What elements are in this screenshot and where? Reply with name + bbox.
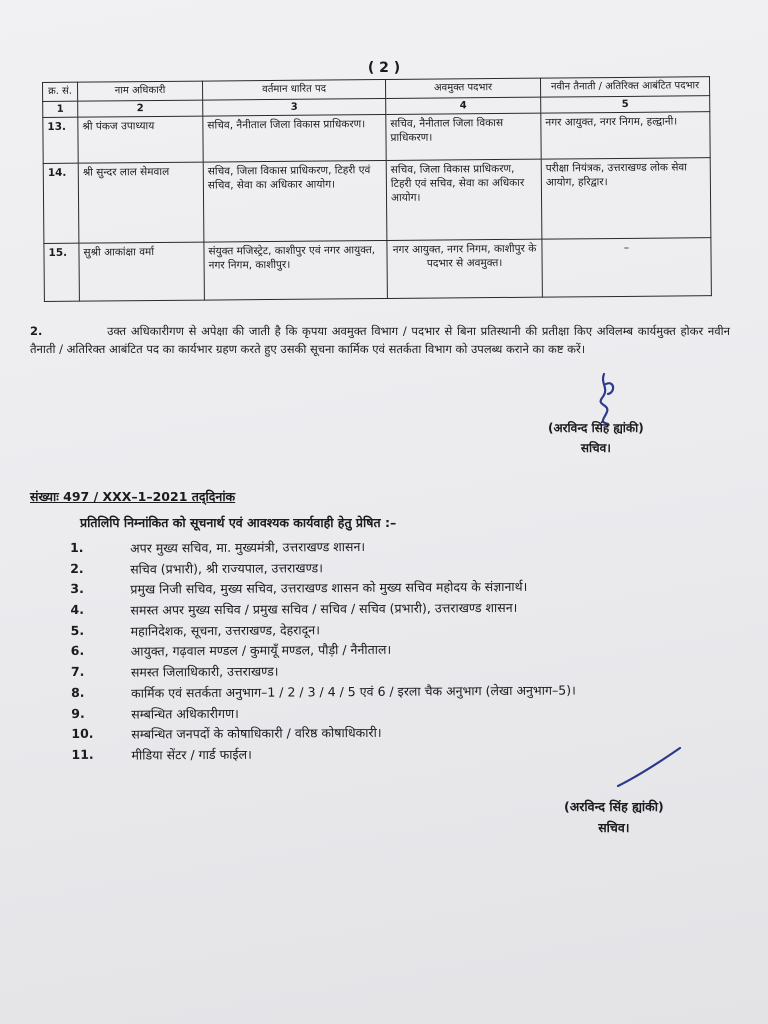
relieved-charge: नगर आयुक्त, नगर निगम, काशीपुर के पदभार से अवमुक्त। <box>387 239 543 298</box>
item-text: सचिव (प्रभारी), श्री राज्यपाल, उत्तराखण्ड। <box>130 559 323 577</box>
row-serial: 13. <box>43 117 78 163</box>
item-text: समस्त जिलाधिकारी, उत्तराखण्ड। <box>130 663 279 680</box>
row-serial: 14. <box>43 163 79 243</box>
column-number: 5 <box>541 95 710 113</box>
list-item <box>71 743 576 767</box>
item-number: 7. <box>70 664 85 680</box>
reference-number: संख्याः 497 / XXX–1–2021 तद्‌दिनांक <box>30 489 236 504</box>
row-serial: 15. <box>44 243 80 301</box>
copy-intro: प्रतिलिपि निम्नांकित को सूचनार्थ एवं आवश्यक कार्यवाही हेतु प्रेषित :– <box>80 515 397 530</box>
item-text: सम्बन्धित जनपदों के कोषाधिकारी / वरिष्ठ कोषाधिकारी। <box>131 725 382 742</box>
item-number: 1. <box>70 539 84 555</box>
officer-name: श्री पंकज उपाध्याय <box>78 116 203 163</box>
item-text: महानिदेशक, सूचना, उत्तराखण्ड, देहरादून। <box>130 622 320 639</box>
signature-block-2 <box>564 796 664 839</box>
relieved-charge: सचिव, जिला विकास प्राधिकरण, टिहरी एवं सचिव, सेवा का अधिकार आयोग। <box>386 159 542 240</box>
header-name: नाम अधिकारी <box>78 81 203 101</box>
current-post: सचिव, नैनीताल जिला विकास प्राधिकरण। <box>203 115 386 163</box>
item-text: समस्त अपर मुख्य सचिव / प्रमुख सचिव / सचिव / सचिव (प्रभारी), उत्तराखण्ड शासन। <box>130 599 518 618</box>
officer-name: सुश्री आकांक्षा वर्मा <box>79 242 205 301</box>
header-current-post: वर्तमान धारित पद <box>202 80 385 100</box>
list-item <box>70 599 575 623</box>
distribution-list <box>70 536 576 767</box>
paragraph-text: उक्त अधिकारीगण से अपेक्षा की जाती है कि कृपया अवमुक्त विभाग / पदभार से बिना प्रतिस्थानी की प्रतीक्षा किए अविलम्ब कार्यमुक्त होकर नवीन तैनाती / अतिरिक्त आबंटित पद का कार्यभार ग्रहण करते हुए उसकी सूचना कार्मिक एवं सतर्कता विभाग को उपलब्ध कराने का कष्ट करें। <box>30 324 731 357</box>
current-post: सचिव, जिला विकास प्राधिकरण, टिहरी एवं सचिव, सेवा का अधिकार आयोग। <box>203 160 387 242</box>
item-number: 4. <box>70 601 84 618</box>
item-number: 9. <box>71 705 85 721</box>
item-number: 10. <box>71 726 94 742</box>
officers-table <box>42 76 712 302</box>
relieved-charge: सचिव, नैनीताल जिला विकास प्राधिकरण। <box>386 113 541 160</box>
paragraph-2 <box>30 322 730 359</box>
signature-scribble-2 <box>614 744 684 790</box>
item-text: अपर मुख्य सचिव, मा. मुख्यमंत्री, उत्तराखण्ड शासन। <box>130 538 366 556</box>
header-relieved-charge: अवमुक्त पदभार <box>385 78 540 98</box>
page-number: ( 2 ) <box>367 60 401 76</box>
item-text: कार्मिक एवं सतर्कता अनुभाग–1 / 2 / 3 / 4 / 5 एवं 6 / इरला चैक अनुभाग (लेखा अनुभाग–5)। <box>131 682 576 701</box>
paragraph-number: 2. <box>30 324 43 338</box>
column-number: 2 <box>78 100 203 118</box>
column-number: 4 <box>386 97 541 115</box>
item-text: मीडिया सेंटर / गार्ड फाईल। <box>131 746 252 763</box>
item-text: आयुक्त, गढ़वाल मण्डल / कुमायूँ मण्डल, पौड़ी / नैनीताल। <box>130 642 392 660</box>
item-number: 6. <box>70 643 85 659</box>
table-row <box>43 158 711 244</box>
table-row <box>43 112 710 164</box>
current-post: संयुक्त मजिस्ट्रेट, काशीपुर एवं नगर आयुक्त, नगर निगम, काशीपुर। <box>204 240 387 300</box>
table-row <box>44 238 711 302</box>
item-text: प्रमुख निजी सचिव, मुख्य सचिव, उत्तराखण्ड शासन को मुख्य सचिव महोदय के संज्ञानार्थ। <box>130 579 528 597</box>
signatory-name: (अरविन्द सिंह ह्यांकी) <box>564 799 664 814</box>
signatory-designation: सचिव। <box>598 820 630 836</box>
signature-block-1 <box>548 418 644 459</box>
new-posting: नगर आयुक्त, नगर निगम, हल्द्वानी। <box>541 112 710 159</box>
list-item <box>71 681 576 705</box>
item-number: 8. <box>71 684 85 700</box>
item-number: 11. <box>71 746 94 762</box>
column-number: 1 <box>43 101 78 118</box>
item-number: 5. <box>70 622 85 638</box>
item-number: 3. <box>70 581 84 597</box>
header-sr: क्र. सं. <box>43 82 78 101</box>
signatory-name: (अरविन्द सिंह ह्यांकी) <box>548 421 644 435</box>
item-number: 2. <box>70 560 84 576</box>
new-posting: परीक्षा नियंत्रक, उत्तराखण्ड लोक सेवा आयोग, हरिद्वार। <box>541 158 711 239</box>
officer-name: श्री सुन्दर लाल सेमवाल <box>78 162 204 243</box>
item-text: सम्बन्धित अधिकारीगण। <box>131 705 239 722</box>
signatory-designation: सचिव। <box>580 441 611 456</box>
header-new-posting: नवीन तैनाती / अतिरिक्त आबंटित पदभार <box>540 77 709 97</box>
column-number: 3 <box>203 98 386 116</box>
new-posting: – <box>542 238 711 297</box>
